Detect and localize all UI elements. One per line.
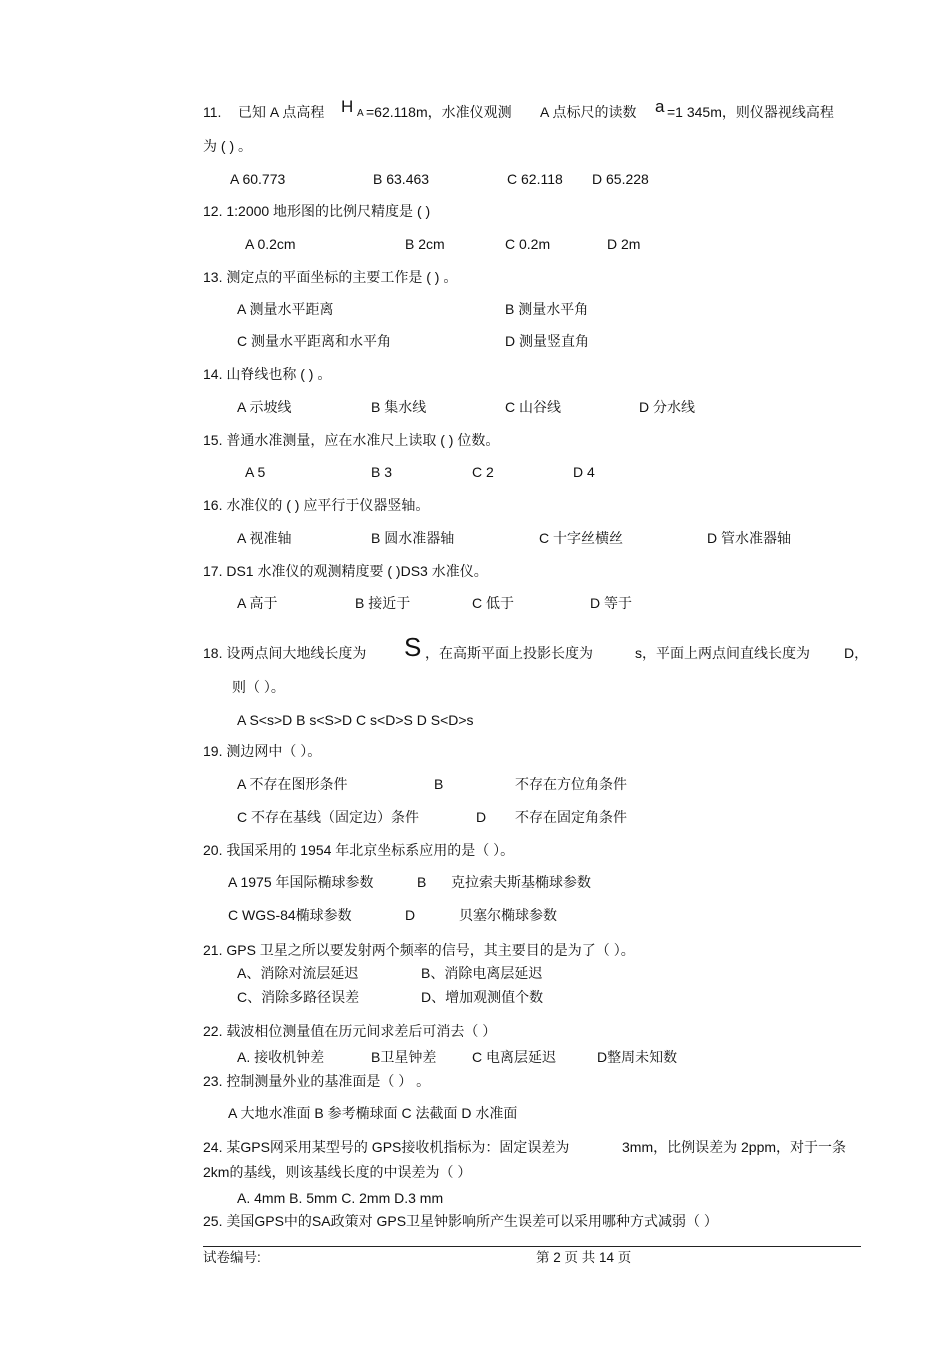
q15-option-c: C 2 bbox=[472, 464, 494, 480]
page-number: 第 2 页 共 14 页 bbox=[536, 1250, 632, 1265]
q16-stem: 16. 水准仪的 ( ) 应平行于仪器竖轴。 bbox=[203, 497, 430, 513]
q13-option-c: C 测量水平距离和水平角 bbox=[237, 333, 391, 349]
q18-line-2: 则（ ）。 bbox=[232, 679, 285, 695]
q23-stem: 23. 控制测量外业的基准面是（ ） 。 bbox=[203, 1073, 431, 1089]
q15-stem: 15. 普通水准测量，应在水准尺上读取 ( ) 位数。 bbox=[203, 432, 500, 448]
q22-stem: 22. 载波相位测量值在历元间求差后可消去（ ） bbox=[203, 1023, 497, 1039]
q21-stem: 21. GPS 卫星之所以要发射两个频率的信号，其主要目的是为了（ ）。 bbox=[203, 942, 635, 958]
q13-option-a: A 测量水平距离 bbox=[237, 301, 334, 317]
q12-stem: 12. 1:2000 地形图的比例尺精度是 ( ) bbox=[203, 203, 431, 219]
q11-option-a: A 60.773 bbox=[230, 171, 286, 187]
q20-stem: 20. 我国采用的 1954 年北京坐标系应用的是（ ）。 bbox=[203, 842, 515, 858]
q15-option-a: A 5 bbox=[245, 464, 266, 480]
q20-option-d-letter: D bbox=[405, 907, 416, 923]
q11-a-symbol: a bbox=[655, 97, 665, 116]
q20-option-a: A 1975 年国际椭球参数 bbox=[228, 874, 374, 890]
exam-number-label: 试卷编号: bbox=[203, 1250, 261, 1265]
q17-stem: 17. DS1 水准仪的观测精度要 ( )DS3 水准仪。 bbox=[203, 563, 488, 579]
q20-option-c: C WGS-84椭球参数 bbox=[228, 907, 352, 923]
q14-stem: 14. 山脊线也称 ( ) 。 bbox=[203, 366, 332, 382]
q12-option-a: A 0.2cm bbox=[245, 236, 296, 252]
q17-option-d: D 等于 bbox=[590, 595, 632, 611]
q20-option-d-text: 贝塞尔椭球参数 bbox=[459, 907, 557, 923]
q21-option-d: D、增加观测值个数 bbox=[421, 989, 544, 1005]
q13-stem: 13. 测定点的平面坐标的主要工作是 ( ) 。 bbox=[203, 269, 458, 285]
q11-text-2: =62.118m，水准仪观测 bbox=[366, 104, 512, 120]
q11-option-c: C 62.118 bbox=[507, 171, 563, 187]
q18-s-symbol: S bbox=[404, 632, 422, 662]
q19-option-a: A 不存在图形条件 bbox=[237, 776, 348, 792]
q11-text-4: =1 345m，则仪器视线高程 bbox=[667, 104, 834, 120]
q16-option-c: C 十字丝横丝 bbox=[539, 530, 623, 546]
q21-option-c: C、消除多路径误差 bbox=[237, 989, 360, 1005]
q17-option-b: B 接近于 bbox=[355, 595, 411, 611]
q11-text-3: A 点标尺的读数 bbox=[540, 104, 637, 120]
q19-option-b-text: 不存在方位角条件 bbox=[515, 776, 627, 792]
q22-option-d: D整周未知数 bbox=[597, 1049, 678, 1065]
q17-option-a: A 高于 bbox=[237, 595, 278, 611]
q22-option-b: B卫星钟差 bbox=[371, 1049, 437, 1065]
q16-option-b: B 圆水准器轴 bbox=[371, 530, 455, 546]
q15-option-d: D 4 bbox=[573, 464, 595, 480]
q20-option-b-text: 克拉索夫斯基椭球参数 bbox=[451, 874, 591, 890]
q11-text-1: 已知 A 点高程 bbox=[238, 104, 325, 120]
q11-a-subscript: A bbox=[357, 108, 364, 119]
q13-option-d: D 测量竖直角 bbox=[505, 333, 589, 349]
q20-option-b-letter: B bbox=[417, 874, 427, 890]
q11-number: 11. bbox=[203, 104, 222, 120]
q22-option-a: A. 接收机钟差 bbox=[237, 1049, 325, 1065]
q25-stem: 25. 美国GPS中的SA政策对 GPS卫星钟影响所产生误差可以采用哪种方式减弱（ ） bbox=[203, 1213, 718, 1229]
q16-option-a: A 视准轴 bbox=[237, 530, 292, 546]
q11-h-symbol: H bbox=[341, 97, 354, 116]
q14-option-a: A 示坡线 bbox=[237, 399, 292, 415]
q14-option-d: D 分水线 bbox=[639, 399, 695, 415]
q19-option-c: C 不存在基线（固定边）条件 bbox=[237, 809, 419, 825]
q18-text-2: ，在高斯平面上投影长度为 bbox=[425, 645, 593, 661]
q21-option-b: B、消除电离层延迟 bbox=[421, 965, 543, 981]
q11-option-d: D 65.228 bbox=[592, 171, 649, 187]
q24-line-1a: 24. 某GPS网采用某型号的 GPS接收机指标为：固定误差为 bbox=[203, 1139, 570, 1155]
q18-text-1: 18. 设两点间大地线长度为 bbox=[203, 645, 367, 661]
q14-option-c: C 山谷线 bbox=[505, 399, 561, 415]
q16-option-d: D 管水准器轴 bbox=[707, 530, 791, 546]
q17-option-c: C 低于 bbox=[472, 595, 514, 611]
q22-option-c: C 电离层延迟 bbox=[472, 1049, 556, 1065]
q14-option-b: B 集水线 bbox=[371, 399, 427, 415]
q12-option-b: B 2cm bbox=[405, 236, 445, 252]
q13-option-b: B 测量水平角 bbox=[505, 301, 589, 317]
footer-rule bbox=[203, 1246, 861, 1247]
q12-option-d: D 2m bbox=[607, 236, 641, 252]
q24-line-1b: 3mm，比例误差为 2ppm，对于一条 bbox=[622, 1139, 847, 1155]
q23-options: A 大地水准面 B 参考椭球面 C 法截面 D 水准面 bbox=[228, 1105, 518, 1121]
q15-option-b: B 3 bbox=[371, 464, 393, 480]
q11-option-b: B 63.463 bbox=[373, 171, 430, 187]
q24-line-2: 2km的基线，则该基线长度的中误差为（ ） bbox=[203, 1164, 472, 1180]
q18-text-4: D， bbox=[844, 645, 869, 661]
q24-options: A. 4mm B. 5mm C. 2mm D.3 mm bbox=[237, 1190, 444, 1206]
q19-option-d-text: 不存在固定角条件 bbox=[515, 809, 627, 825]
q19-option-b-letter: B bbox=[434, 776, 444, 792]
q12-option-c: C 0.2m bbox=[505, 236, 551, 252]
q19-option-d-letter: D bbox=[476, 809, 487, 825]
q19-stem: 19. 测边网中（ ）。 bbox=[203, 743, 322, 759]
q18-options: A S<s>D B s<S>D C s<D>S D S<D>s bbox=[237, 712, 474, 728]
q11-line-2: 为 ( ) 。 bbox=[203, 138, 252, 154]
q21-option-a: A、消除对流层延迟 bbox=[237, 965, 359, 981]
q18-text-3: s，平面上两点间直线长度为 bbox=[635, 645, 810, 661]
